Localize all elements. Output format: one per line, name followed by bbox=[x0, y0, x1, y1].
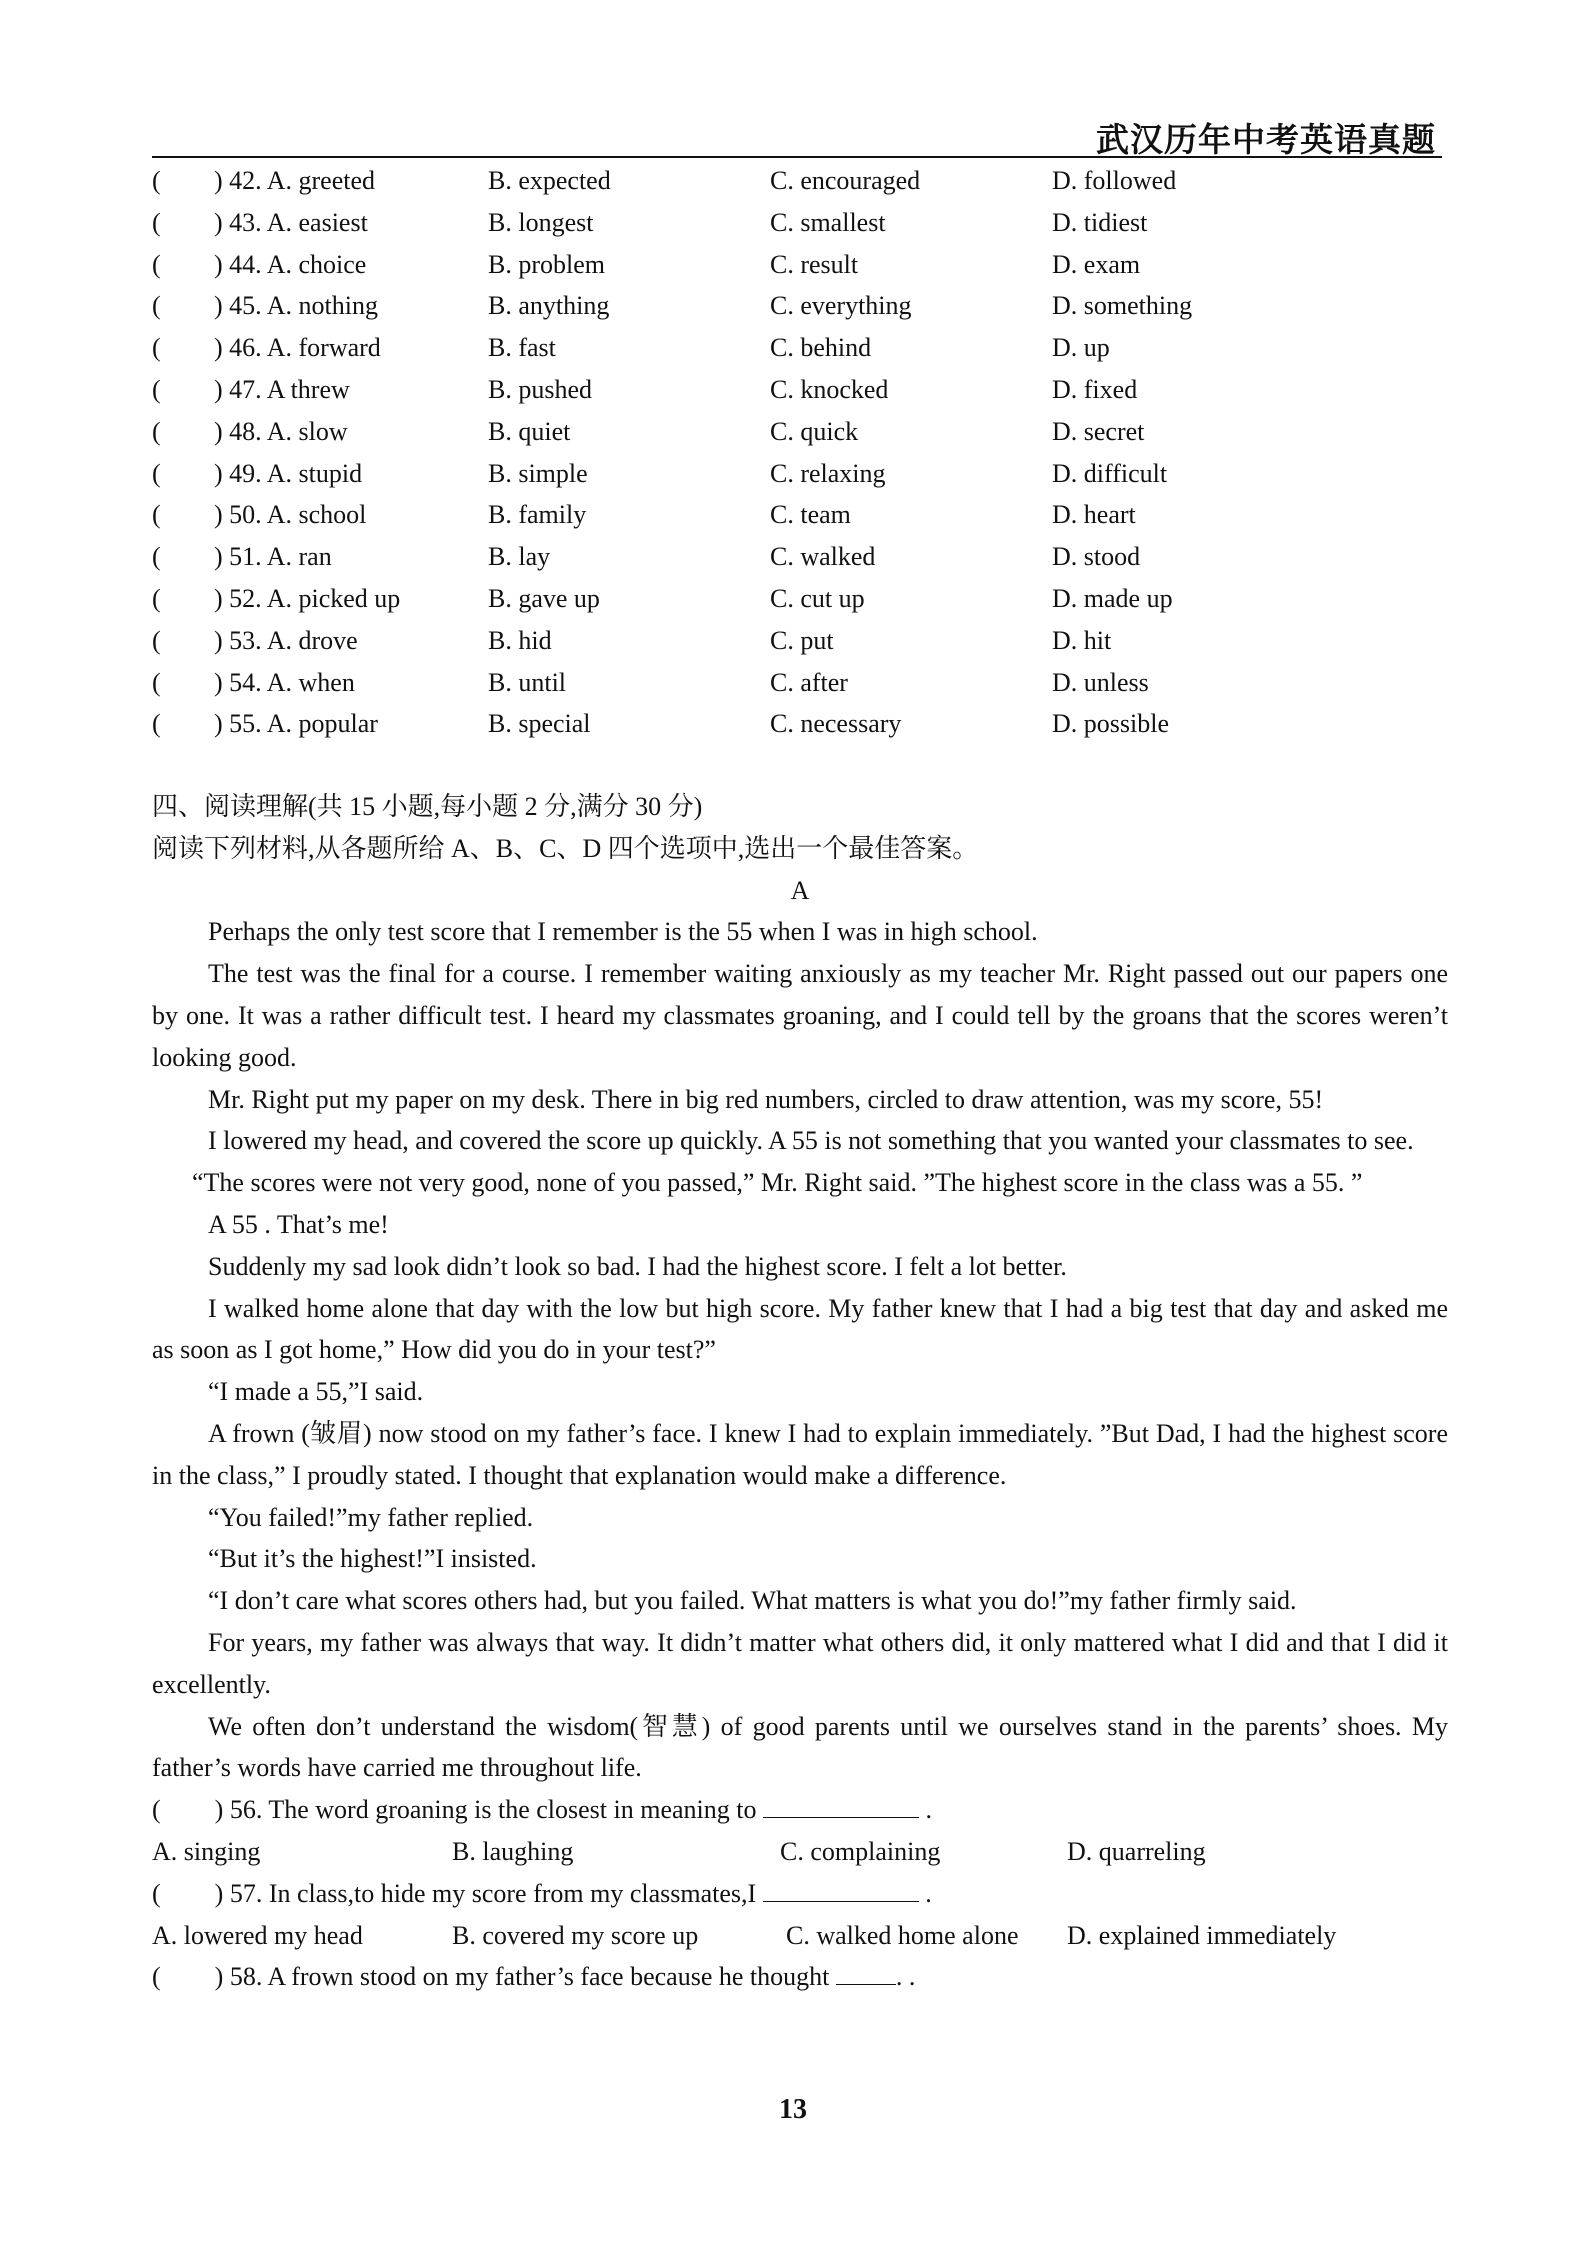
option-c[interactable]: C. necessary bbox=[770, 709, 902, 739]
option-d[interactable]: D. quarreling bbox=[1067, 1836, 1206, 1866]
option-b[interactable]: B. gave up bbox=[488, 583, 600, 613]
question-stem: ) 56. The word groaning is the closest in meaning to bbox=[214, 1795, 757, 1825]
option-d[interactable]: D. made up bbox=[1052, 583, 1173, 613]
option-b[interactable]: B. longest bbox=[488, 207, 594, 237]
option-a[interactable]: ) 47. A threw bbox=[214, 374, 350, 404]
question-paren: ( bbox=[152, 542, 161, 572]
option-a[interactable]: ) 49. A. stupid bbox=[214, 458, 363, 488]
option-b[interactable]: B. simple bbox=[488, 458, 588, 488]
section-title: 四、阅读理解(共 15 小题,每小题 2 分,满分 30 分) bbox=[152, 792, 703, 821]
option-b[interactable]: B. pushed bbox=[488, 374, 592, 404]
passage-paragraph: I walked home alone that day with the low but high score. My father knew that I had a big test that day and asked me as soon as I got home,” How did you do in your test?” bbox=[152, 1293, 1448, 1365]
option-a[interactable]: ) 42. A. greeted bbox=[214, 166, 376, 195]
answer-blank[interactable] bbox=[763, 1877, 919, 1902]
option-c[interactable]: C. after bbox=[770, 667, 848, 697]
passage-paragraph: “I don’t care what scores others had, but you failed. What matters is what you do!”my father firmly said. bbox=[208, 1586, 1297, 1616]
question-stem-end: . . bbox=[895, 1962, 916, 1992]
option-c[interactable]: C. walked home alone bbox=[786, 1920, 1019, 1950]
passage-paragraph: I lowered my head, and covered the score up quickly. A 55 is not something that you wanted your classmates to see. bbox=[208, 1126, 1414, 1156]
cloze-option-row bbox=[152, 285, 1442, 327]
passage-paragraph: The test was the final for a course. I remember waiting anxiously as my teacher Mr. Right passed out our papers one by one. It was a rather difficult test. I heard my classmates groaning, and I could tell by the groans that the scores weren’t looking good. bbox=[152, 959, 1448, 1072]
question-paren: ( bbox=[152, 625, 161, 655]
option-c[interactable]: C. everything bbox=[770, 291, 912, 321]
passage-paragraph: A 55 . That’s me! bbox=[208, 1209, 389, 1239]
cloze-option-row bbox=[152, 160, 1442, 202]
option-d[interactable]: D. fixed bbox=[1052, 374, 1138, 404]
option-a[interactable]: ) 43. A. easiest bbox=[214, 207, 368, 237]
question-paren: ( bbox=[152, 709, 161, 739]
section-instruction: 阅读下列材料,从各题所给 A、B、C、D 四个选项中,选出一个最佳答案。 bbox=[152, 833, 979, 863]
option-b[interactable]: B. problem bbox=[488, 249, 605, 279]
option-d[interactable]: D. something bbox=[1052, 291, 1193, 321]
question-paren: ( bbox=[152, 1962, 161, 1992]
option-a[interactable]: ) 51. A. ran bbox=[214, 542, 332, 572]
option-c[interactable]: C. cut up bbox=[770, 583, 865, 613]
cloze-option-row bbox=[152, 620, 1442, 662]
question-paren: ( bbox=[152, 249, 161, 279]
option-d[interactable]: D. unless bbox=[1052, 667, 1149, 697]
cloze-option-row bbox=[152, 578, 1442, 620]
option-c[interactable]: C. walked bbox=[770, 542, 876, 572]
option-c[interactable]: C. result bbox=[770, 249, 859, 279]
option-d[interactable]: D. stood bbox=[1052, 542, 1141, 572]
option-a[interactable]: ) 52. A. picked up bbox=[214, 583, 401, 613]
cloze-option-row bbox=[152, 494, 1442, 536]
option-a[interactable]: A. singing bbox=[152, 1836, 261, 1866]
passage-paragraph: Suddenly my sad look didn’t look so bad. I had the highest score. I felt a lot better. bbox=[208, 1251, 1067, 1281]
question-paren: ( bbox=[152, 207, 161, 237]
question-paren: ( bbox=[152, 458, 161, 488]
passage-label: A bbox=[790, 875, 810, 905]
option-b[interactable]: B. anything bbox=[488, 291, 610, 321]
option-a[interactable]: ) 54. A. when bbox=[214, 667, 355, 697]
option-b[interactable]: B. expected bbox=[488, 166, 611, 195]
cloze-option-row bbox=[152, 202, 1442, 244]
option-c[interactable]: C. smallest bbox=[770, 207, 886, 237]
passage-paragraph: We often don’t understand the wisdom(智慧) of good parents until we ourselves stand in the parents’ shoes. My father’s words have carried me throughout life. bbox=[152, 1711, 1448, 1783]
question-paren: ( bbox=[152, 333, 161, 363]
question-stem-end: . bbox=[918, 1795, 932, 1825]
passage-paragraph: “The scores were not very good, none of you passed,” Mr. Right said. ”The highest score in the class was a 55. ” bbox=[192, 1168, 1363, 1198]
question-paren: ( bbox=[152, 667, 161, 697]
option-c[interactable]: C. put bbox=[770, 625, 834, 655]
option-b[interactable]: B. quiet bbox=[488, 416, 571, 446]
answer-blank[interactable] bbox=[836, 1960, 896, 1985]
question-56-options bbox=[152, 1831, 1448, 1873]
question-paren: ( bbox=[152, 416, 161, 446]
option-c[interactable]: C. complaining bbox=[780, 1836, 941, 1866]
answer-blank[interactable] bbox=[763, 1793, 919, 1818]
cloze-option-row bbox=[152, 536, 1442, 578]
cloze-option-row bbox=[152, 453, 1442, 495]
option-b[interactable]: B. laughing bbox=[452, 1836, 574, 1866]
passage-paragraph: “But it’s the highest!”I insisted. bbox=[208, 1544, 537, 1574]
option-a[interactable]: ) 45. A. nothing bbox=[214, 291, 378, 321]
option-b[interactable]: B. lay bbox=[488, 542, 551, 572]
option-d[interactable]: D. secret bbox=[1052, 416, 1145, 446]
page-number: 13 bbox=[779, 2094, 807, 2125]
option-d[interactable]: D. difficult bbox=[1052, 458, 1168, 488]
cloze-option-row bbox=[152, 327, 1442, 369]
option-b[interactable]: B. fast bbox=[488, 333, 556, 363]
option-c[interactable]: C. knocked bbox=[770, 374, 889, 404]
option-a[interactable]: ) 50. A. school bbox=[214, 500, 367, 530]
option-b[interactable]: B. special bbox=[488, 709, 591, 739]
question-paren: ( bbox=[152, 374, 161, 404]
cloze-option-row bbox=[152, 662, 1442, 704]
question-paren: ( bbox=[152, 583, 161, 613]
question-stem: ) 58. A frown stood on my father’s face because he thought bbox=[214, 1962, 830, 1992]
question-paren: ( bbox=[152, 291, 161, 321]
option-a[interactable]: A. lowered my head bbox=[152, 1920, 363, 1950]
cloze-option-row bbox=[152, 411, 1442, 453]
question-paren: ( bbox=[152, 1795, 161, 1825]
question-paren: ( bbox=[152, 500, 161, 530]
question-paren: ( bbox=[152, 1878, 161, 1908]
question-stem-end: . bbox=[918, 1878, 932, 1908]
question-58 bbox=[152, 1956, 1448, 1998]
option-b[interactable]: B. hid bbox=[488, 625, 552, 655]
cloze-option-row bbox=[152, 703, 1442, 745]
option-c[interactable]: C. team bbox=[770, 500, 851, 530]
page-header bbox=[152, 112, 1442, 158]
option-b[interactable]: B. family bbox=[488, 500, 587, 530]
option-a[interactable]: ) 46. A. forward bbox=[214, 333, 381, 363]
option-c[interactable]: C. quick bbox=[770, 416, 859, 446]
option-d[interactable]: D. explained immediately bbox=[1067, 1920, 1337, 1950]
passage-paragraph: “I made a 55,”I said. bbox=[208, 1377, 424, 1407]
option-a[interactable]: ) 53. A. drove bbox=[214, 625, 358, 655]
question-paren: ( bbox=[152, 166, 161, 195]
option-b[interactable]: B. covered my score up bbox=[452, 1920, 699, 1950]
option-b[interactable]: B. until bbox=[488, 667, 567, 697]
question-stem: ) 57. In class,to hide my score from my classmates,I bbox=[214, 1878, 757, 1908]
option-d[interactable]: D. tidiest bbox=[1052, 207, 1148, 237]
option-d[interactable]: D. hit bbox=[1052, 625, 1112, 655]
reading-section bbox=[152, 786, 1448, 1998]
cloze-option-row bbox=[152, 369, 1442, 411]
passage-paragraph: Perhaps the only test score that I remember is the 55 when I was in high school. bbox=[208, 917, 1038, 947]
passage-paragraph: A frown (皱眉) now stood on my father’s face. I knew I had to explain immediately. ”But Dad, I had the highest score in the class,” I proudly stated. I thought that explanation would make a difference. bbox=[152, 1418, 1448, 1490]
passage-paragraph: “You failed!”my father replied. bbox=[208, 1502, 534, 1532]
option-d[interactable]: D. possible bbox=[1052, 709, 1169, 739]
option-a[interactable]: ) 44. A. choice bbox=[214, 249, 367, 279]
question-56 bbox=[152, 1789, 1448, 1831]
option-c[interactable]: C. encouraged bbox=[770, 166, 921, 195]
question-57-options bbox=[152, 1915, 1448, 1957]
option-d[interactable]: D. followed bbox=[1052, 166, 1177, 195]
passage-paragraph: Mr. Right put my paper on my desk. There in big red numbers, circled to draw attention, was my score, 55! bbox=[208, 1084, 1324, 1114]
question-57 bbox=[152, 1873, 1448, 1915]
option-a[interactable]: ) 48. A. slow bbox=[214, 416, 348, 446]
passage-paragraph: For years, my father was always that way. It didn’t matter what others did, it only mattered what I did and that I did it excellently. bbox=[152, 1627, 1448, 1699]
cloze-options-list bbox=[152, 160, 1442, 745]
option-a[interactable]: ) 55. A. popular bbox=[214, 709, 378, 739]
option-c[interactable]: C. behind bbox=[770, 333, 872, 363]
option-d[interactable]: D. up bbox=[1052, 333, 1110, 363]
option-c[interactable]: C. relaxing bbox=[770, 458, 886, 488]
option-d[interactable]: D. exam bbox=[1052, 249, 1141, 279]
option-d[interactable]: D. heart bbox=[1052, 500, 1136, 530]
header-title: 武汉历年中考英语真题 bbox=[1096, 120, 1436, 159]
cloze-option-row bbox=[152, 244, 1442, 286]
